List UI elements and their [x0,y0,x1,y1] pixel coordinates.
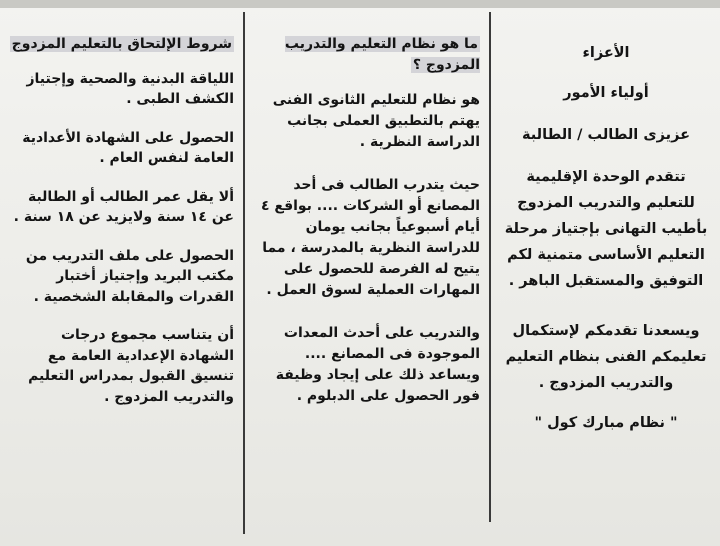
condition-item: الحصول على الشهادة الأعدادية العامة لنفس العام . [22,129,234,166]
greeting-column [500,40,712,436]
invitation-message: ويسعدنا تقدمكم لإستكمال تعليمكم الفنى بنظام التعليم والتدريب المزدوج . [505,323,707,391]
column-divider-left [243,12,245,534]
greeting-title: الأعزاء [582,45,630,61]
admission-conditions-column [8,34,234,425]
condition-item: الحصول على ملف التدريب من مكتب البريد وإجتياز أختبار القدرات والمقابلة الشخصية . [25,247,234,305]
system-description-heading: ما هو نظام التعليم والتدريب المزدوج ؟ [284,36,480,73]
system-description-column [258,34,480,429]
description-paragraph: حيث يتدرب الطالب فى أحد المصانع أو الشركات .... بواقع ٤ أيام أسبوعياً بجانب يومان للدراسة النظرية بالمدرسة ، مما يتيح له الفرصة للحصول على المهارات العملية لسوق العمل . [260,177,480,298]
description-paragraph: هو نظام للتعليم الثانوى الفنى يهتم بالتطبيق العملى بجانب الدراسة النظرية . [272,92,480,150]
description-paragraph: والتدريب على أحدث المعدات الموجودة فى المصانع .... ويساعد ذلك على إيجاد وظيفة فور الحصول على الدبلوم . [275,325,480,404]
congratulations-message: تتقدم الوحدة الإقليمية للتعليم والتدريب المزدوج بأطيب التهانى بإجتياز مرحلة التعليم الأساسى متمنية لكم التوفيق والمستقبل الباهر . [504,169,708,289]
admission-conditions-heading: شروط الإلتحاق بالتعليم المزدوج [11,36,232,52]
greeting-addressee: أولياء الأمور [563,85,649,101]
slogan: " نظام مبارك كول " [534,415,678,431]
condition-item: اللياقة البدنية والصحية وإجتياز الكشف الطبى . [26,70,234,107]
greeting-student: عزيزى الطالب / الطالبة [521,127,691,143]
condition-item: ألا يقل عمر الطالب أو الطالبة عن ١٤ سنة ولايزيد عن ١٨ سنة . [13,188,234,225]
top-edge-strip [0,0,720,8]
column-divider-right [489,12,491,522]
condition-item: أن يتناسب مجموع درجات الشهادة الإعدادية العامة مع تنسيق القبول بمدراس التعليم والتدريب المزدوج . [28,327,234,405]
